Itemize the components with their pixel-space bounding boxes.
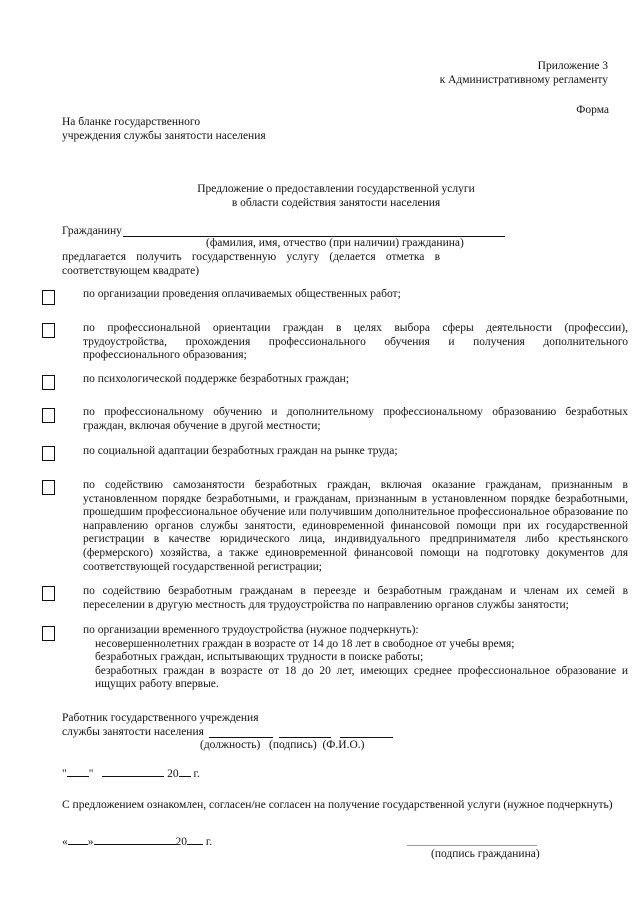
option-self-employment: по содействию самозанятости безработных граждан, включая оказание гражданам, признанным в установленном порядке безработными, и гражданам, признанным в установленном порядке безработными, прошедшим профессиональное обучение или получившим дополнительное профессиональное образование по направлению органов службы занятости, единовременной финансовой помощи при их государственной регистрации в качестве юридического лица, индивидуального предпринимателя либо крестьянского (фермерского) хозяйства, а также единовременной финансовой помощи на подготовку документов для соответствующей государственной регистрации; <box>83 479 629 573</box>
checkbox-psychological-support[interactable] <box>42 375 55 390</box>
date-year-field[interactable] <box>179 765 191 777</box>
checkbox-professional-training[interactable] <box>42 408 55 423</box>
checkbox-relocation[interactable] <box>42 586 55 601</box>
offer-text: предлагается получить государственную услугу (делается отметка в соответствующем квадрате) <box>62 251 440 277</box>
checkbox-self-employment[interactable] <box>42 480 55 495</box>
worker-position-field[interactable] <box>209 737 273 738</box>
date-open-quote: " <box>62 768 67 780</box>
option-relocation: по содействию безработным гражданам в переезде и безработным гражданам и членам их семей в переселении в другую местность для трудоустройства по направлению органов службы занятости; <box>83 585 628 611</box>
worker-signature-field[interactable] <box>279 737 331 738</box>
date2-year-suffix: г. <box>203 836 213 848</box>
date-year-suffix: г. <box>190 768 200 780</box>
date2-year-prefix: 20 <box>175 836 187 848</box>
option-temporary-employment-label: по организации временного трудоустройства (нужное подчеркнуть): <box>83 624 419 636</box>
option-professional-training: по профессиональному обучению и дополнительному профессиональному образованию безработных граждан, включая обучение в другой местности; <box>83 406 628 432</box>
worker-fio-field[interactable] <box>340 737 393 738</box>
appendix-number: Приложение 3 <box>537 60 608 72</box>
document-title-line2: в области содействия занятости населения <box>231 197 441 209</box>
date2-close-quote: » <box>87 836 94 848</box>
option-social-adaptation: по социальной адаптации безработных граждан на рынке труда; <box>83 445 398 457</box>
date-close-quote: " <box>88 768 94 780</box>
temporary-employment-young-graduates[interactable]: безработных граждан в возрасте от 18 до 20 лет, имеющих среднее профессиональное образование и ищущих работу впервые. <box>95 664 628 691</box>
citizen-signature-field[interactable] <box>407 845 537 846</box>
fio-caption: (фамилия, имя, отчество (при наличии) гражданина) <box>206 237 464 249</box>
option-public-works: по организации проведения оплачиваемых общественных работ; <box>83 288 401 300</box>
checkbox-temporary-employment[interactable] <box>42 626 55 641</box>
option-career-guidance: по профессиональной ориентации граждан в целях выбора сферы деятельности (профессии), трудоустройства, прохождения профессионального обучения и получения дополнительного профессионального образования; <box>83 322 628 362</box>
blank-note-line1: На бланке государственного <box>62 116 201 128</box>
temporary-employment-minors[interactable]: несовершеннолетних граждан в возрасте от 14 до 18 лет в свободное от учебы время; <box>95 637 515 650</box>
temporary-employment-job-search-difficulty[interactable]: безработных граждан, испытывающих трудности в поиске работы; <box>95 651 424 664</box>
worker-captions: (должность) (подпись) (Ф.И.О.) <box>200 739 365 751</box>
date-worker <box>62 765 200 782</box>
blank-note-line2: учреждения службы занятости населения <box>62 130 266 142</box>
checkbox-public-works[interactable] <box>42 290 55 305</box>
date2-month-field[interactable] <box>94 833 176 845</box>
form-label: Форма <box>576 104 609 116</box>
worker-label-line2: службы занятости населения <box>62 726 204 738</box>
citizen-label: Гражданину <box>62 225 122 237</box>
date2-year-field[interactable] <box>187 833 203 845</box>
date2-open-quote: « <box>62 836 68 848</box>
option-psychological-support: по психологической поддержке безработных граждан; <box>83 373 350 385</box>
date-citizen <box>62 833 212 850</box>
checkbox-career-guidance[interactable] <box>42 323 55 338</box>
reglament-reference: к Административному регламенту <box>439 74 608 86</box>
agreement-text: С предложением ознакомлен, согласен/не согласен на получение государственной услуги (нужное подчеркнуть) <box>62 799 613 811</box>
checkbox-social-adaptation[interactable] <box>42 446 55 461</box>
worker-label-line1: Работник государственного учреждения <box>62 712 259 724</box>
date-year-prefix: 20 <box>167 768 179 780</box>
date-month-field[interactable] <box>102 765 164 777</box>
date2-day-field[interactable] <box>68 833 88 845</box>
date-day-field[interactable] <box>67 765 89 777</box>
option-temporary-employment <box>83 624 628 692</box>
citizen-signature-caption: (подпись гражданина) <box>431 848 540 860</box>
document-title-line1: Предложение о предоставлении государственной услуги <box>197 183 475 195</box>
